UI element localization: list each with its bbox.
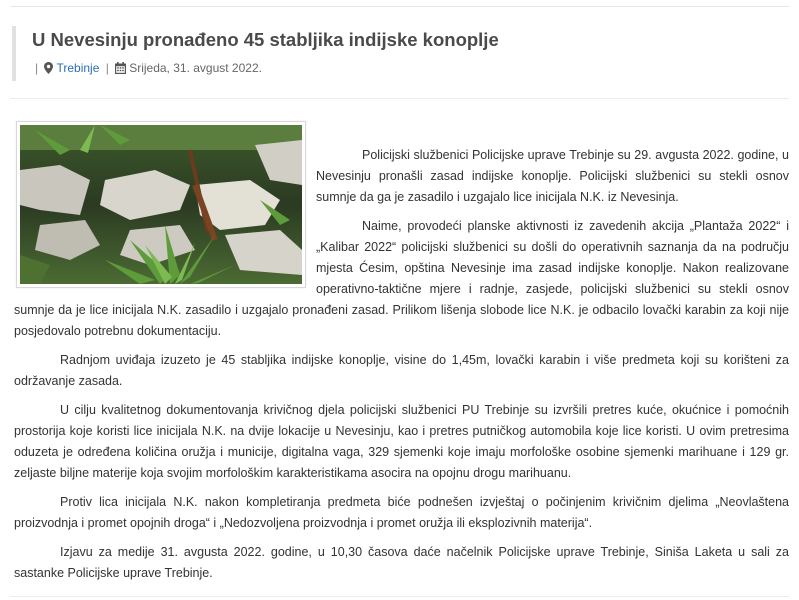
article-date: Srijeda, 31. avgust 2022. <box>129 61 262 75</box>
map-marker-icon <box>44 62 53 77</box>
article-photo <box>16 121 306 288</box>
article-paragraph: Naime, provodeći planske aktivnosti iz zavedenih akcija „Plantaža 2022“ i „Kalibar 2022“ policijski službenici su došli do operativnih saznanja da na području mjesta Ćesim, opština Nevesinje ima zasad indijske konoplje. Nakon realizovane operativno-taktične mjere i radnje, zasjede, policijski službenici su stekli osnov sumnje da je lice inicijala N.K. zasadilo i uzgajalo pronađeni zasad. Prilikom lišenja slobode lice N.K. je odbacilo lovački karabin za koji nije posjedovalo potrebnu dokumentaciju. <box>14 219 789 338</box>
calendar-icon <box>115 62 126 77</box>
article-header <box>12 26 792 81</box>
article-body <box>14 118 789 592</box>
header-divider <box>10 98 789 99</box>
article-paragraph: U cilju kvalitetnog dokumentovanja krivičnog djela policijski službenici PU Trebinje su izvršili pretres kuće, okućnice i pomoćnih prostorija koje koristi lice inicijala N.K. na dvije lokacije u Nevesinju, kao i pretres putničkog automobila koje lice koristi. U ovim pretresima oduzeta je određena količina oružja i municije, digitalna vaga, 329 sjemenki koje imaju morfološke osobine sjemenki marihuane i 129 gr. zeljaste biljne materije koja svojim morfološkim karakteristikama asocira na opojnu drogu marihuanu. <box>14 403 789 480</box>
top-divider <box>10 6 789 7</box>
article-title: U Nevesinju pronađeno 45 stabljika indijske konoplje <box>32 29 499 50</box>
article-paragraph: Policijski službenici Policijske uprave Trebinje su 29. avgusta 2022. godine, u Nevesinju pronašli zasad indijske konoplje. Policijski službenici su stekli osnov sumnje da ga je zasadilo i uzgajalo lice inicijala N.K. iz Nevesinja. <box>316 148 789 204</box>
article-paragraph: Radnjom uviđaja izuzeto je 45 stabljika indijske konoplje, visine do 1,45m, lovački karabin i više predmeta koji su korišteni za održavanje zasada. <box>14 353 789 388</box>
article-paragraph: Izjavu za medije 31. avgusta 2022. godine, u 10,30 časova daće načelnik Policijske uprave Trebinje, Siniša Laketa u sali za sastanke Policijske uprave Trebinje. <box>14 545 789 580</box>
meta-separator: | <box>35 61 39 75</box>
meta-separator: | <box>105 61 109 75</box>
category-link[interactable]: Trebinje <box>56 61 100 75</box>
cannabis-plants-photo <box>20 125 302 284</box>
article-paragraph: Protiv lica inicijala N.K. nakon kompletiranja predmeta biće podnešen izvještaj o počinjenim krivičnim djelima „Neovlaštena proizvodnja i promet opojnih droga“ i „Nedozvoljena proizvodnja i promet oružja ili eksplozivnih materija“. <box>14 495 789 530</box>
article-meta <box>32 61 262 77</box>
footer-divider <box>10 596 789 597</box>
